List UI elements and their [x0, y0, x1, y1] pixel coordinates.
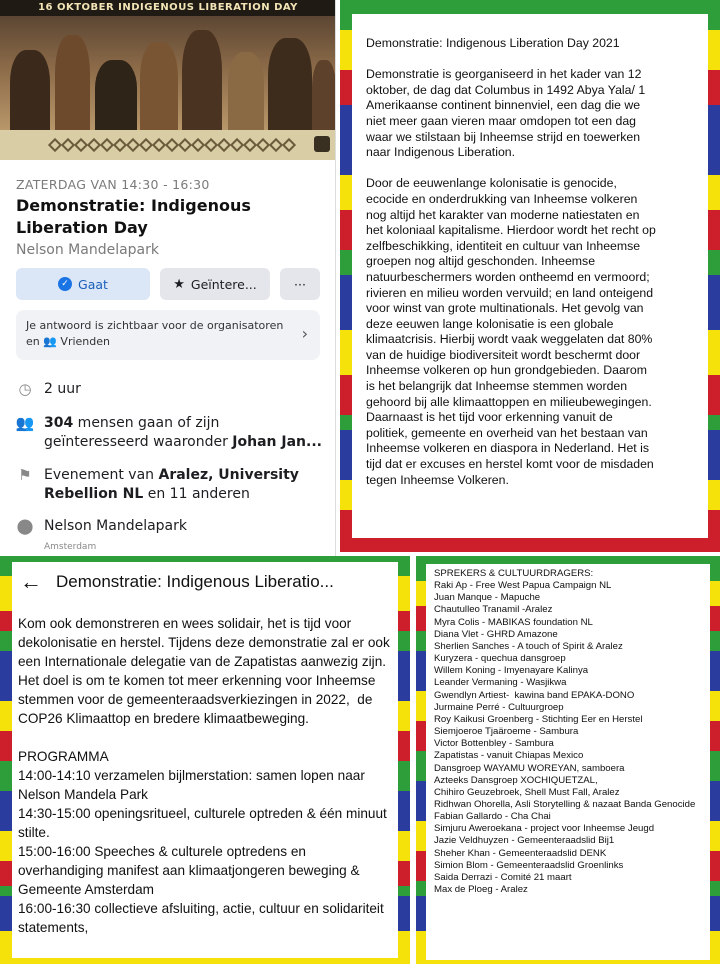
arrow-left-icon[interactable]: ← [20, 569, 42, 594]
more-options-button[interactable] [280, 268, 320, 300]
more-icon: ··· [294, 276, 306, 292]
duration-row [16, 380, 322, 399]
flag-icon: ⚑ [18, 465, 32, 484]
program-panel [0, 556, 410, 964]
organizer-text: Evenement van Aralez, University Rebellion NL en 11 anderen [44, 467, 299, 502]
interested-button[interactable] [160, 268, 270, 300]
organizer-row[interactable] [16, 466, 322, 504]
post-header [12, 562, 398, 602]
notice-text: Je antwoord is zichtbaar voor de organisatoren en 👥 Vrienden [26, 319, 284, 348]
chevron-right-icon: › [301, 324, 308, 343]
going-button[interactable] [16, 268, 150, 300]
speakers-card [426, 564, 710, 960]
star-icon: ★ [173, 276, 185, 292]
banner-title: 16 OKTOBER INDIGENOUS LIBERATION DAY [0, 0, 336, 16]
speakers-panel [416, 556, 720, 964]
check-icon: ✓ [58, 277, 72, 291]
program-card [12, 562, 398, 958]
organizer-logo [314, 136, 330, 152]
attendance-row[interactable] [16, 414, 322, 452]
program-body: Kom ook demonstreren en wees solidair, het is tijd voor dekolonisatie en herstel. Tijdens deze demonstratie zal er ook een Internationale delegatie van de Zapatistas aanwezig zijn. Het doel is om te komen tot meer erkenning voor Inheemse stemmen voor de gemeenteraadsverkiezingen in 2022, de COP26 Klimaattop en bredere klimaatbeweging. PROGRAMMA 14:00-14:10 verzamelen bijlmerstation: samen lopen naar Nelson Mandela Park 14:30-15:00 openingsritueel, culturele optreden & één minuut stilte. 15:00-16:00 Speeches & culturele optredens en overhandiging manifest aan klimaatjongeren beweging & Gemeente Amsterdam 16:00-16:30 collectieve afsluiting, actie, cultuur en solidariteit statements, [18, 616, 390, 935]
people-icon: 👥 [15, 413, 35, 432]
venue-city: Amsterdam [44, 542, 97, 552]
clock-icon: ◷ [18, 379, 32, 398]
post-body: Demonstratie: Indigenous Liberation Day 2021 Demonstratie is georganiseerd in het kader van 12 oktober, de dag dat Columbus in 1492 Abya Yala/ 1 Amerikaanse continent binnenviel, een dag die we niet meer gaan vieren maar omdopen tot een dag waar we stilstaan bij Inheemse strijd en toewerken naar Indigenous Liberation. Door de eeuwenlange kolonisatie is genocide, ecocide en onderdrukking van Inheemse volkeren nog altijd het karakter van moderne natiestaten en het koloniaal kapitalisme. Hierdoor wordt het recht op zelfbeschikking, identiteit en cultuur van Inheemse groepen nog altijd geschonden. Inheemse natuurbeschermers worden ontheemd en vermoord; rivieren en milieu worden vervuild; en land onteigend voor winst van grote multinationals. Het gevolg van deze eeuwen lange kolonisatie is een globale klimaatcrisis. Hierbij wordt vaak weggelaten dat 80% van de huidige biodiversiteit wordt beschermt door Inheemse volkeren op hun grondgebieden. Daarom is het belangrijk dat Inheemse stemmen worden gehoord bij alle klimaattoppen en milieubewegingen. Daarnaast is het tijd voor erkenning vanuit de politiek, gemeente en overheid van het bestaan van Inheemse volkeren en diaspora in Nederland. Het is tijd dat er excuses en herstel komt voor de misdaden tegen Inheemse Volkeren. [366, 36, 656, 487]
venue-row[interactable] [16, 517, 322, 536]
event-cover-image [0, 0, 336, 160]
event-title: Demonstratie: Indigenous Liberation Day [16, 196, 251, 237]
interested-label: Geïntere... [190, 276, 257, 292]
visibility-notice[interactable] [16, 310, 320, 360]
event-panel [0, 0, 336, 556]
attendance-text: 304 mensen gaan of zijn geïnteresseerd waaronder Johan Jan... [44, 415, 322, 450]
decorative-pattern [0, 130, 336, 160]
performers-photo [0, 16, 336, 130]
going-label: Gaat [78, 276, 108, 292]
event-location[interactable]: Nelson Mandelapark [16, 242, 159, 258]
location-pin-icon: ⬤ [16, 516, 34, 535]
venue-text: Nelson Mandelapark [44, 518, 187, 534]
post-header-title: Demonstratie: Indigenous Liberatio... [56, 572, 334, 591]
speakers-list: SPREKERS & CULTUURDRAGERS: Raki Ap - Free West Papua Campaign NL Juan Manque - Mapuche Chautulleo Tranamil -Aralez Myra Colis - MABIKAS foundation NL Diana Vlet - GHRD Amazone Sherlien Sanches - A touch of Spirit & Aralez Kuryzera - quechua dansgroep Willem Koning - Imyenayare Kalinya Leander Vermaning - Wasjikwa Gwendlyn Artiest- kawina band EPAKA-DONO Jurmaine Perré - Cultuurgroep Roy Kaikusi Groenberg - Stichting Eer en Herstel Siemjoeroe Tjaäroeme - Sambura Victor Bottenbley - Sambura Zapatistas - vanuit Chiapas Mexico Dansgroep WAYAMU WOREYAN, samboera Azteeks Dansgroep XOCHIQUETZAL, Chihiro Geuzebroek, Shell Must Fall, Aralez Ridhwan Ohorella, Asli Storytelling & nazaat Banda Genocide Fabian Gallardo - Cha Chai Simjuru Aweroekana - project voor Inheemse Jeugd Jazie Veldhuyzen - Gemeenteraadslid Bij1 Sheher Khan - Gemeenteraadslid DENK Simion Blom - Gemeenteraadslid Groenlinks Saida Derrazi - Comité 21 maart Max de Ploeg - Aralez [434, 568, 696, 896]
duration-text: 2 uur [44, 381, 81, 397]
event-date: ZATERDAG VAN 14:30 - 16:30 [16, 177, 210, 192]
post-description-panel [340, 0, 720, 552]
post-text-card [352, 14, 708, 538]
